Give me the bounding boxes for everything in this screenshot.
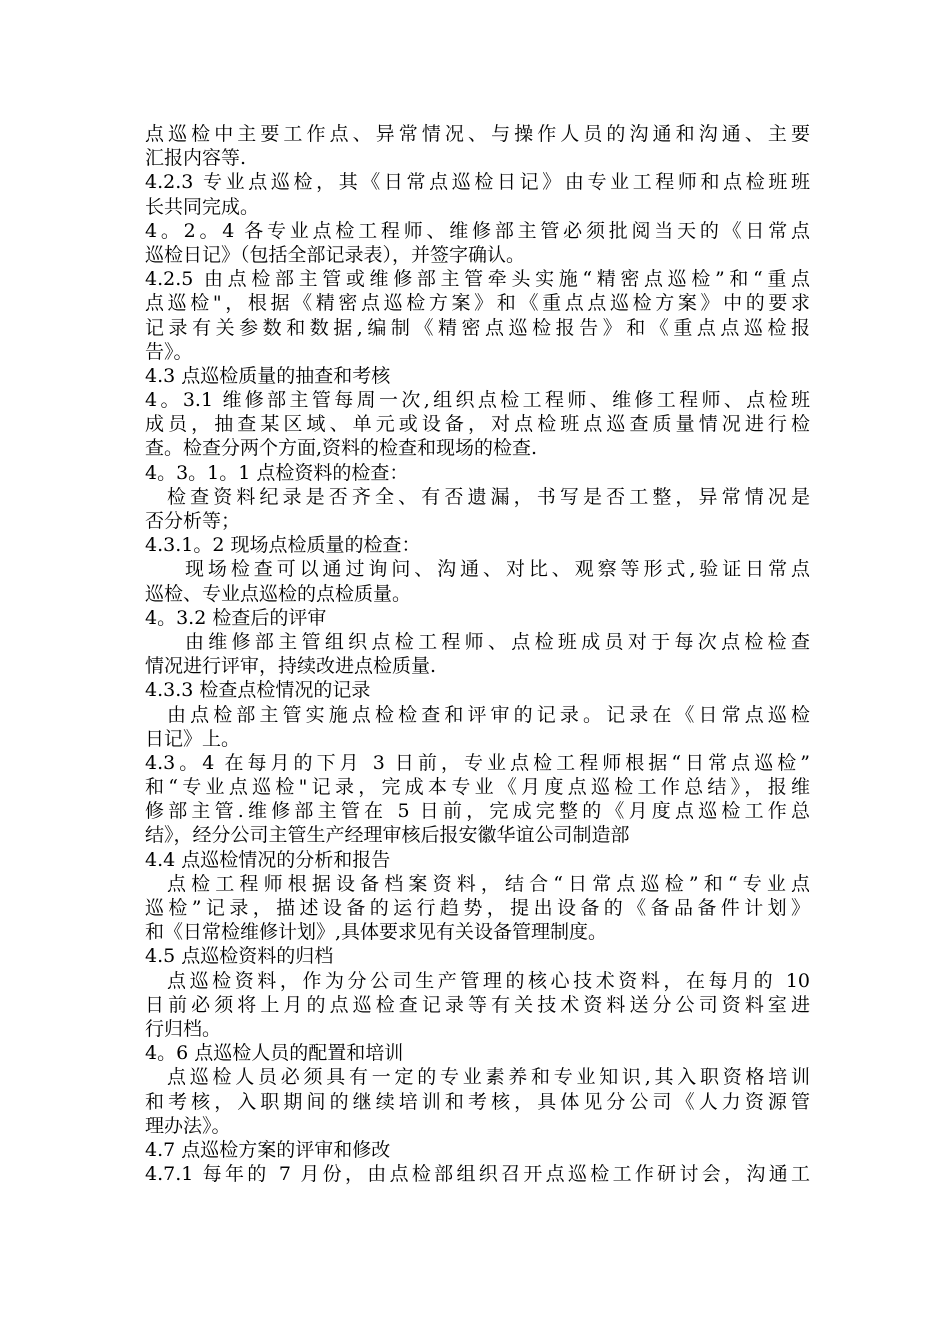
text-line: 4.3.3 检查点检情况的记录	[145, 679, 371, 702]
text-line: 查。检查分两个方面,资料的检查和现场的检查.	[145, 437, 538, 460]
text-line: 告》。	[145, 340, 193, 363]
text-line: 行归档。	[145, 1017, 222, 1040]
text-line: 点巡检中主要工作点、异常情况、与操作人员的沟通和沟通、主要	[145, 123, 810, 145]
text-line: 4。3。1。1 点检资料的检查：	[145, 461, 409, 484]
text-line: 4.5 点巡检资料的归档	[145, 945, 334, 968]
text-line: 修部主管.维修部主管在 5 日前，完成完整的《月度点巡检工作总	[145, 800, 810, 823]
text-line: 4.3。4 在每月的下月 3 日前，专业点检工程师根据“日常点巡检”	[145, 751, 810, 774]
text-line: 理办法》。	[145, 1114, 231, 1137]
text-line: 4.4 点巡检情况的分析和报告	[145, 848, 391, 871]
text-line: 成员，抽查某区域、单元或设备，对点检班点巡查质量情况进行检	[145, 413, 810, 436]
text-line: 汇报内容等.	[145, 147, 247, 170]
text-line: 4。3.2 检查后的评审	[145, 606, 327, 629]
text-line: 4.2.3 专业点巡检，其《日常点巡检日记》由专业工程师和点检班班	[145, 171, 810, 194]
text-line: 点检工程师根据设备档案资料，结合“日常点巡检”和“专业点	[167, 872, 810, 895]
text-line: 日记》上。	[145, 727, 241, 750]
text-line: 点巡检人员必须具有一定的专业素养和专业知识,其入职资格培训	[167, 1066, 810, 1089]
text-line: 巡检日记》（包括全部记录表），并签字确认。	[145, 243, 526, 266]
text-line: 长共同完成。	[145, 195, 260, 218]
text-line: 情况进行评审，持续改进点检质量.	[145, 655, 437, 678]
document-page	[145, 122, 810, 1186]
text-line: 和《日常检维修计划》,具体要求见有关设备管理制度。	[145, 921, 608, 944]
text-line: 日前必须将上月的点巡检查记录等有关技术资料送分公司资料室进	[145, 993, 810, 1016]
text-line: 巡检”记录，描述设备的运行趋势，提出设备的《备品备件计划》	[145, 897, 810, 919]
text-line: 4.7 点巡检方案的评审和修改	[145, 1138, 391, 1161]
text-line: 记录有关参数和数据,编制《精密点巡检报告》和《重点点巡检报	[145, 316, 810, 339]
text-line: 由点检部主管实施点检检查和评审的记录。记录在《日常点巡检	[167, 703, 810, 726]
text-line: 结》，经分公司主管生产经理审核后报安徽华谊公司制造部	[145, 824, 630, 847]
text-line: 点巡检"，根据《精密点巡检方案》和《重点点巡检方案》中的要求	[145, 292, 810, 315]
text-line: 现场检查可以通过询问、沟通、对比、观察等形式,验证日常点	[185, 558, 810, 581]
text-line: 和“专业点巡检"记录，完成本专业《月度点巡检工作总结》，报维	[145, 776, 810, 799]
text-line: 否分析等；	[145, 510, 241, 532]
text-line: 检查资料纪录是否齐全、有否遗漏，书写是否工整，异常情况是	[167, 485, 810, 508]
text-line: 4.7.1 每年的 7 月份，由点检部组织召开点巡检工作研讨会，沟通工	[145, 1163, 810, 1186]
text-line: 4.2.5 由点检部主管或维修部主管牵头实施“精密点巡检”和“重点	[145, 268, 810, 291]
text-line: 4。6 点巡检人员的配置和培训	[145, 1042, 404, 1065]
text-line: 4。2。4 各专业点检工程师、维修部主管必须批阅当天的《日常点	[145, 219, 810, 242]
text-line: 巡检、专业点巡检的点检质量。	[145, 582, 412, 605]
text-line: 4。3.1 维修部主管每周一次,组织点检工程师、维修工程师、点检班	[145, 389, 810, 412]
text-line: 4.3 点巡检质量的抽查和考核	[145, 364, 391, 387]
text-line: 和考核，入职期间的继续培训和考核，具体见分公司《人力资源管	[145, 1090, 810, 1113]
text-line: 点巡检资料，作为分公司生产管理的核心技术资料，在每月的 10	[167, 969, 810, 992]
text-line: 4.3.1。2 现场点检质量的检查：	[145, 534, 421, 557]
text-line: 由维修部主管组织点检工程师、点检班成员对于每次点检检查	[185, 630, 810, 653]
